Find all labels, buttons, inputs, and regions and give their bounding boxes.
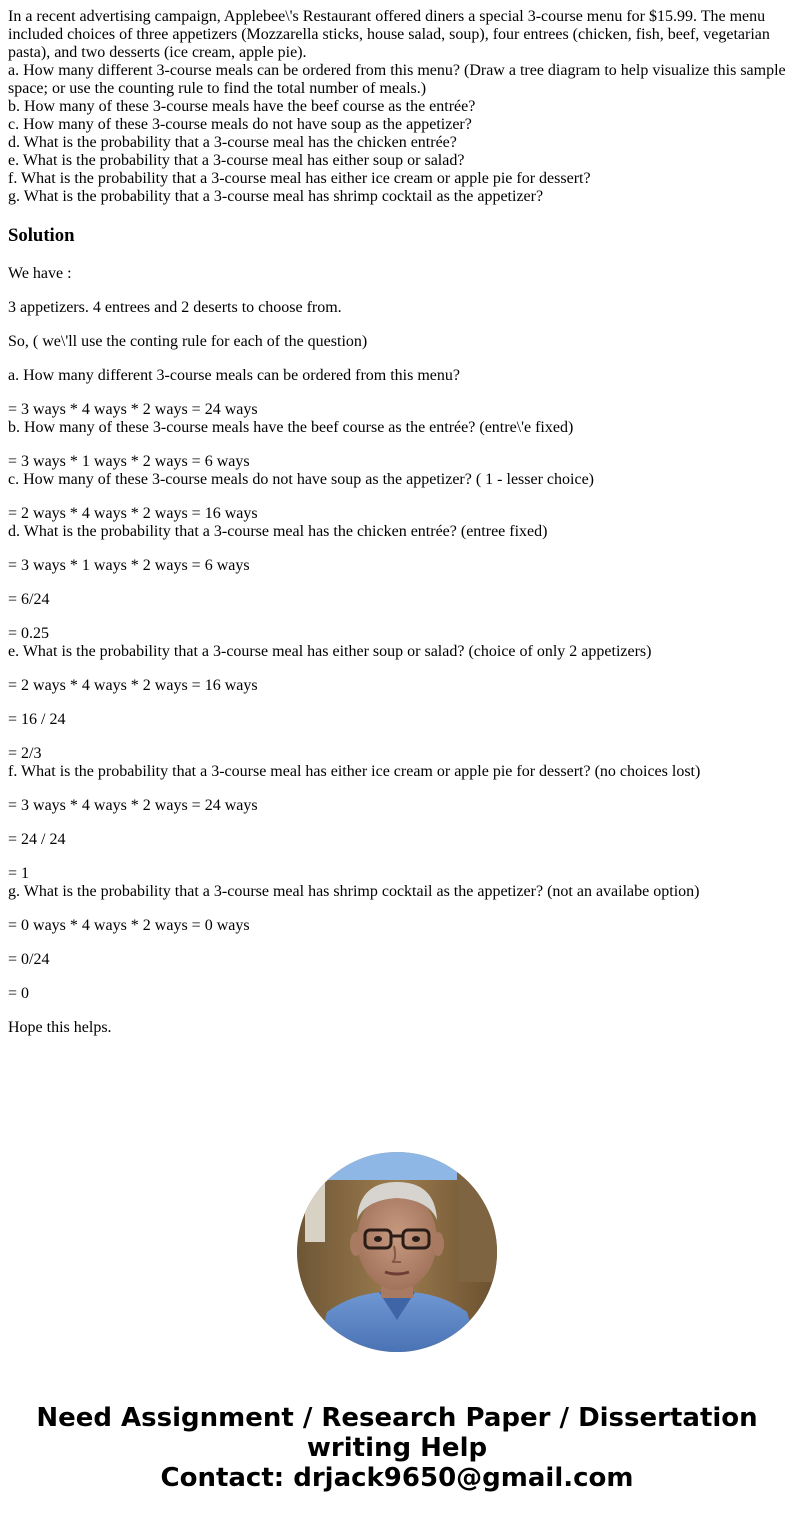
document-body [8,8,792,1053]
solution-e-line: = 16 / 24 [8,711,66,728]
solution-heading: Solution [8,225,75,246]
solution-g-question: g. What is the probability that a 3-course meal has shrimp cocktail as the appetizer? (not an availabe option) [8,883,700,900]
solution-d-line: = 0.25 [8,625,50,642]
promo-line-2: writing Help [306,1433,488,1463]
solution-closing: Hope this helps. [8,1019,112,1036]
solution-g-line: = 0/24 [8,951,50,968]
author-avatar [297,1152,497,1352]
solution-f-line: = 24 / 24 [8,831,66,848]
promo-contact: Contact: drjack9650@gmail.com [160,1463,634,1493]
solution-g-line: = 0 ways * 4 ways * 2 ways = 0 ways [8,917,250,934]
solution-e-line: = 2/3 [8,745,42,762]
solution-c-line: = 2 ways * 4 ways * 2 ways = 16 ways [8,505,258,522]
solution-d-question: d. What is the probability that a 3-course meal has the chicken entrée? (entree fixed) [8,523,548,540]
solution-g-line: = 0 [8,985,30,1002]
solution-c-question: c. How many of these 3-course meals do not have soup as the appetizer? ( 1 - lesser choice) [8,471,595,488]
promo-line-1: Need Assignment / Research Paper / Dissertation [36,1403,758,1433]
solution-f-line: = 3 ways * 4 ways * 2 ways = 24 ways [8,797,258,814]
solution-a-question: a. How many different 3-course meals can be ordered from this menu? [8,367,460,384]
question-block [8,8,792,206]
question-item-a: a. How many different 3-course meals can be ordered from this menu? (Draw a tree diagram to help visualize this sample space; or use the counting rule to find the total number of meals.) [8,62,786,97]
author-portrait-image [297,1152,497,1352]
promo-footer [0,1403,794,1493]
question-item-b: b. How many of these 3-course meals have the beef course as the entrée? [8,98,476,115]
solution-e-question: e. What is the probability that a 3-course meal has either soup or salad? (choice of only 2 appetizers) [8,643,652,660]
question-item-e: e. What is the probability that a 3-course meal has either soup or salad? [8,152,465,169]
question-item-c: c. How many of these 3-course meals do not have soup as the appetizer? [8,116,472,133]
solution-counts: 3 appetizers. 4 entrees and 2 deserts to choose from. [8,299,342,316]
solution-f-question: f. What is the probability that a 3-course meal has either ice cream or apple pie for dessert? (no choices lost) [8,763,701,780]
solution-block [8,265,792,1037]
solution-d-line: = 6/24 [8,591,50,608]
question-intro: In a recent advertising campaign, Applebee\'s Restaurant offered diners a special 3-course menu for $15.99. The menu included choices of three appetizers (Mozzarella sticks, house salad, soup), four entrees (chicken, fish, beef, vegetarian pasta), and two desserts (ice cream, apple pie). [8,8,770,61]
solution-b-line: = 3 ways * 1 ways * 2 ways = 6 ways [8,453,250,470]
question-item-d: d. What is the probability that a 3-course meal has the chicken entrée? [8,134,457,151]
question-item-f: f. What is the probability that a 3-course meal has either ice cream or apple pie for dessert? [8,170,591,187]
solution-b-question: b. How many of these 3-course meals have the beef course as the entrée? (entre\'e fixed) [8,419,574,436]
question-item-g: g. What is the probability that a 3-course meal has shrimp cocktail as the appetizer? [8,188,544,205]
solution-a-line: = 3 ways * 4 ways * 2 ways = 24 ways [8,401,258,418]
solution-f-line: = 1 [8,865,30,882]
solution-so: So, ( we\'ll use the conting rule for each of the question) [8,333,368,350]
solution-we-have: We have : [8,265,72,282]
solution-d-line: = 3 ways * 1 ways * 2 ways = 6 ways [8,557,250,574]
solution-e-line: = 2 ways * 4 ways * 2 ways = 16 ways [8,677,258,694]
